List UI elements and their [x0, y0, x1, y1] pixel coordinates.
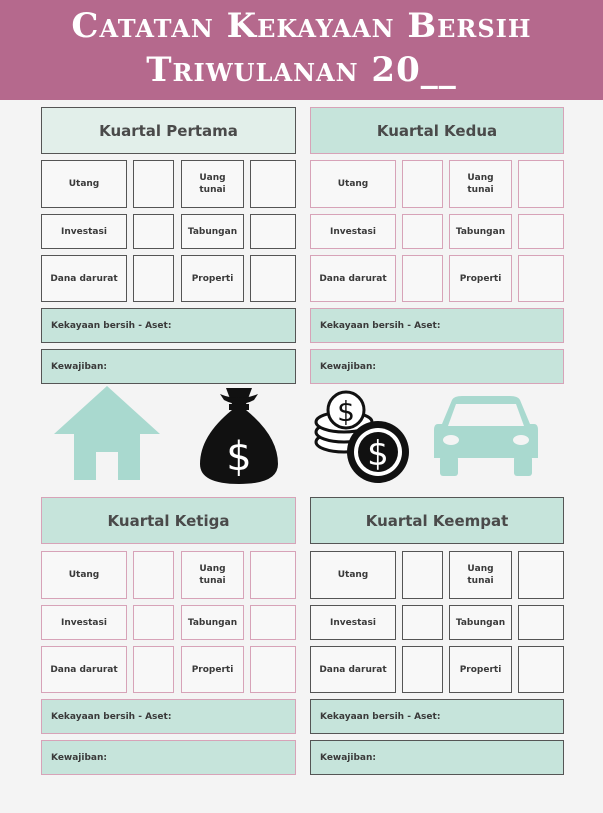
- quarter-2-properti-label: Properti: [449, 255, 512, 302]
- quarter-3-dana-darurat-label: Dana darurat: [41, 646, 127, 693]
- quarter-1-investasi-label: Investasi: [41, 214, 127, 249]
- quarter-1-uang-tunai-input[interactable]: [250, 160, 296, 208]
- quarter-2-title: Kuartal Kedua: [310, 107, 564, 154]
- quarter-3-uang-tunai-input[interactable]: [250, 551, 296, 599]
- quarter-2-uang-tunai-label: Uang tunai: [449, 160, 512, 208]
- quarter-1-dana-darurat-input[interactable]: [133, 255, 174, 302]
- page-title-line2: Triwulanan 20__: [146, 50, 457, 90]
- quarter-4-kewajiban-field[interactable]: Kewajiban:: [310, 740, 564, 775]
- svg-text:$: $: [226, 434, 252, 480]
- quarter-1-kekayaan-bersih-field[interactable]: Kekayaan bersih - Aset:: [41, 308, 296, 343]
- quarter-4-investasi-input[interactable]: [402, 605, 443, 640]
- quarter-2-utang-label: Utang: [310, 160, 396, 208]
- quarter-1-utang-input[interactable]: [133, 160, 174, 208]
- quarter-1-tabungan-label: Tabungan: [181, 214, 244, 249]
- quarter-1-title: Kuartal Pertama: [41, 107, 296, 154]
- quarter-2-tabungan-input[interactable]: [518, 214, 564, 249]
- quarter-2-dana-darurat-label: Dana darurat: [310, 255, 396, 302]
- quarter-4-dana-darurat-label: Dana darurat: [310, 646, 396, 693]
- quarter-2-tabungan-label: Tabungan: [449, 214, 512, 249]
- quarter-4-uang-tunai-label: Uang tunai: [449, 551, 512, 599]
- quarter-2-utang-input[interactable]: [402, 160, 443, 208]
- quarter-4-utang-label: Utang: [310, 551, 396, 599]
- quarter-4-tabungan-label: Tabungan: [449, 605, 512, 640]
- quarter-3-tabungan-input[interactable]: [250, 605, 296, 640]
- quarter-1-investasi-input[interactable]: [133, 214, 174, 249]
- quarter-4-properti-label: Properti: [449, 646, 512, 693]
- quarter-1-kewajiban-field[interactable]: Kewajiban:: [41, 349, 296, 384]
- quarter-4-uang-tunai-input[interactable]: [518, 551, 564, 599]
- quarter-4-tabungan-input[interactable]: [518, 605, 564, 640]
- page-title-line1: Catatan Kekayaan Bersih: [71, 6, 532, 46]
- svg-text:$: $: [337, 395, 355, 428]
- quarter-3-title: Kuartal Ketiga: [41, 497, 296, 544]
- quarter-1-properti-input[interactable]: [250, 255, 296, 302]
- quarter-2-dana-darurat-input[interactable]: [402, 255, 443, 302]
- quarter-4-dana-darurat-input[interactable]: [402, 646, 443, 693]
- quarter-4-investasi-label: Investasi: [310, 605, 396, 640]
- quarter-2-investasi-label: Investasi: [310, 214, 396, 249]
- quarter-2-uang-tunai-input[interactable]: [518, 160, 564, 208]
- quarter-3-uang-tunai-label: Uang tunai: [181, 551, 244, 599]
- quarter-3-investasi-label: Investasi: [41, 605, 127, 640]
- quarter-1-utang-label: Utang: [41, 160, 127, 208]
- quarter-2-investasi-input[interactable]: [402, 214, 443, 249]
- quarter-4-properti-input[interactable]: [518, 646, 564, 693]
- quarter-4-kekayaan-bersih-field[interactable]: Kekayaan bersih - Aset:: [310, 699, 564, 734]
- quarter-3-utang-input[interactable]: [133, 551, 174, 599]
- quarter-4-title: Kuartal Keempat: [310, 497, 564, 544]
- quarter-1-uang-tunai-label: Uang tunai: [181, 160, 244, 208]
- quarter-3-properti-input[interactable]: [250, 646, 296, 693]
- quarter-4-utang-input[interactable]: [402, 551, 443, 599]
- quarter-3-kewajiban-field[interactable]: Kewajiban:: [41, 740, 296, 775]
- quarter-3-investasi-input[interactable]: [133, 605, 174, 640]
- quarter-1-tabungan-input[interactable]: [250, 214, 296, 249]
- quarter-1-properti-label: Properti: [181, 255, 244, 302]
- quarter-3-properti-label: Properti: [181, 646, 244, 693]
- quarter-3-tabungan-label: Tabungan: [181, 605, 244, 640]
- car-icon: [432, 394, 540, 478]
- coins-icon: [312, 390, 414, 486]
- quarter-2-properti-input[interactable]: [518, 255, 564, 302]
- svg-text:$: $: [367, 434, 389, 474]
- money-bag-icon: [196, 386, 282, 486]
- quarter-3-utang-label: Utang: [41, 551, 127, 599]
- quarter-2-kekayaan-bersih-field[interactable]: Kekayaan bersih - Aset:: [310, 308, 564, 343]
- house-icon: [52, 386, 162, 480]
- quarter-1-dana-darurat-label: Dana darurat: [41, 255, 127, 302]
- quarter-3-dana-darurat-input[interactable]: [133, 646, 174, 693]
- header-banner: [0, 0, 603, 100]
- quarter-2-kewajiban-field[interactable]: Kewajiban:: [310, 349, 564, 384]
- quarter-3-kekayaan-bersih-field[interactable]: Kekayaan bersih - Aset:: [41, 699, 296, 734]
